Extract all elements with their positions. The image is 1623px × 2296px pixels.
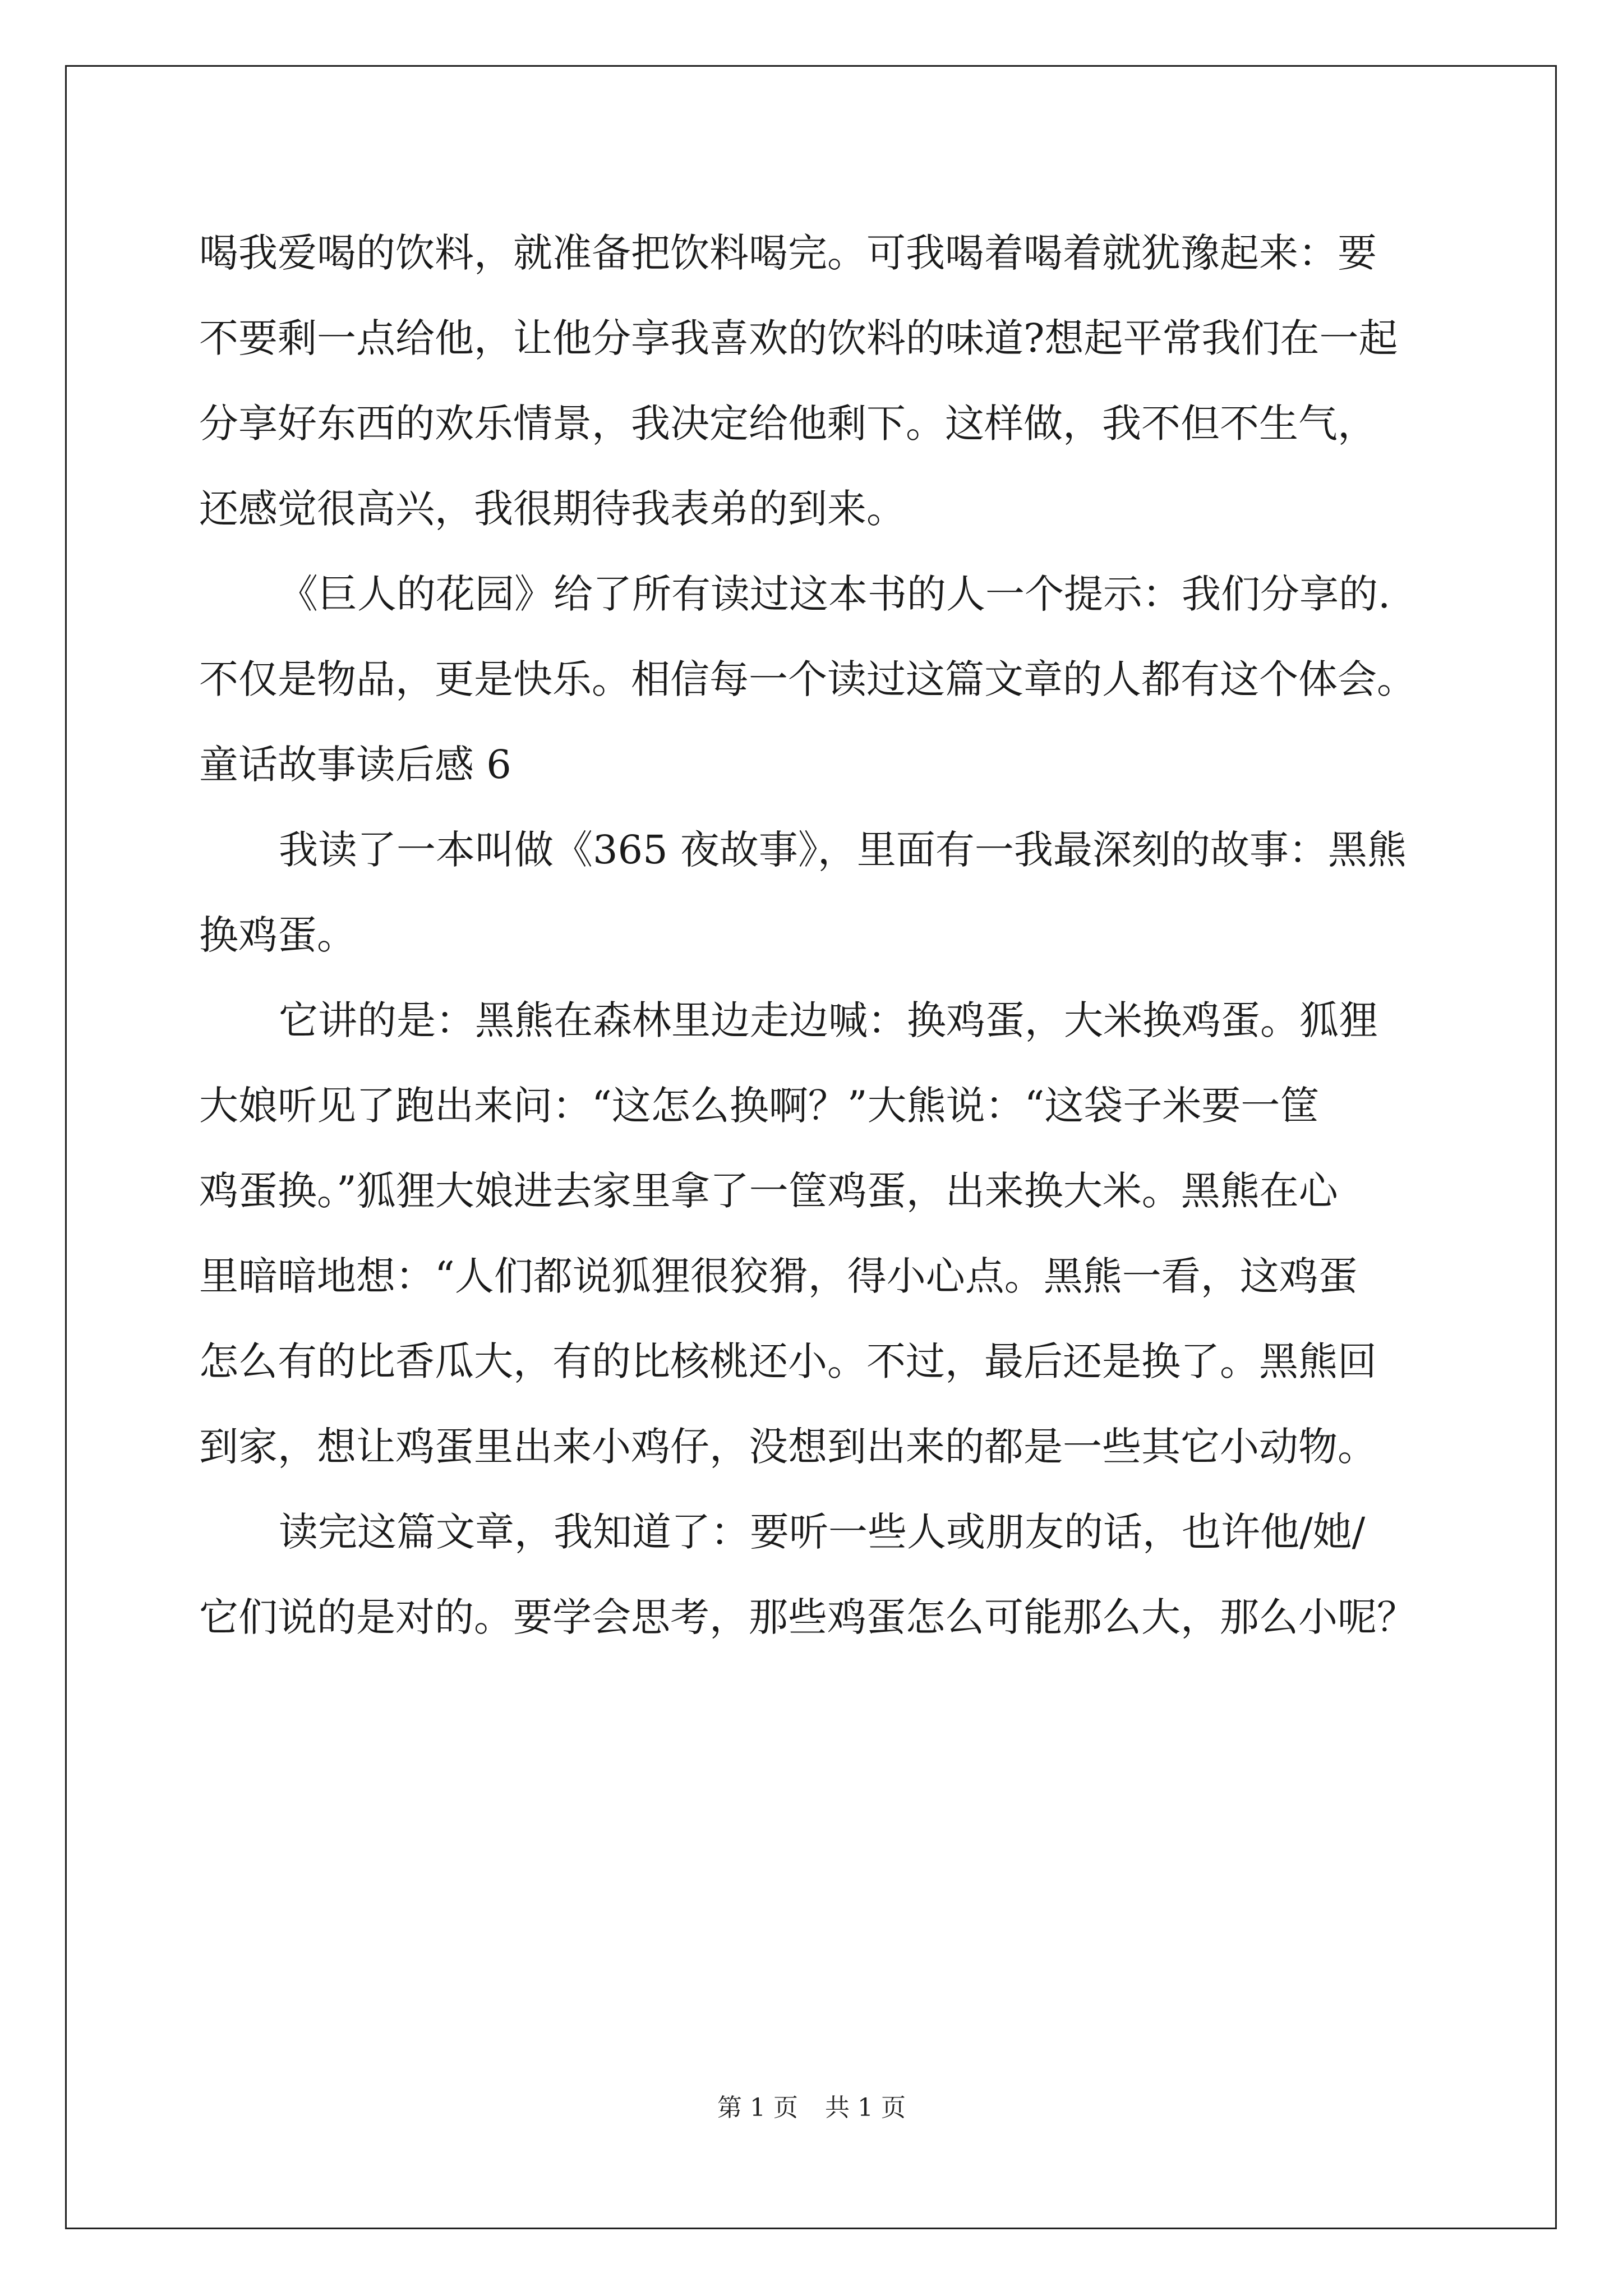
text-line: 不要剩一点给他，让他分享我喜欢的饮料的味道?想起平常我们在一起 [199,315,1398,361]
text-line: 它讲的是：黑熊在森林里边走边喊：换鸡蛋，大米换鸡蛋。狐狸 [279,997,1378,1043]
page-total: 共 1 页 [825,2093,906,2122]
text-line: 读完这篇文章，我知道了：要听一些人或朋友的话，也许他/她/ [279,1509,1366,1555]
text-line: 里暗暗地想：“人们都说狐狸很狡猾，得小心点。黑熊一看，这鸡蛋 [199,1253,1358,1299]
page-number: 第 1 页 [717,2093,798,2122]
text-line: 大娘听见了跑出来问：“这怎么换啊？”大熊说：“这袋子米要一筐 [199,1083,1320,1129]
text-line: 喝我爱喝的饮料，就准备把饮料喝完。可我喝着喝着就犹豫起来：要 [199,230,1377,276]
text-line: 到家，想让鸡蛋里出来小鸡仔，没想到出来的都是一些其它小动物。 [199,1424,1377,1470]
text-line: 《巨人的花园》给了所有读过这本书的人一个提示：我们分享的. [279,571,1391,617]
text-line: 它们说的是对的。要学会思考，那些鸡蛋怎么可能那么大，那么小呢？ [199,1594,1416,1640]
text-line: 怎么有的比香瓜大，有的比核桃还小。不过，最后还是换了。黑熊回 [199,1338,1377,1384]
document-body [199,210,1433,1660]
text-line: 鸡蛋换。”狐狸大娘进去家里拿了一筐鸡蛋，出来换大米。黑熊在心 [199,1168,1338,1214]
page-footer [0,2091,1623,2125]
section-heading: 童话故事读后感 6 [199,742,511,788]
text-line: 还感觉很高兴，我很期待我表弟的到来。 [199,486,906,532]
text-line: 我读了一本叫做《365 夜故事》，里面有一我最深刻的故事：黑熊 [279,827,1407,873]
text-line: 不仅是物品，更是快乐。相信每一个读过这篇文章的人都有这个体会。 [199,656,1416,702]
text-line: 换鸡蛋。 [199,912,356,958]
text-line: 分享好东西的欢乐情景，我决定给他剩下。这样做，我不但不生气， [199,401,1377,447]
